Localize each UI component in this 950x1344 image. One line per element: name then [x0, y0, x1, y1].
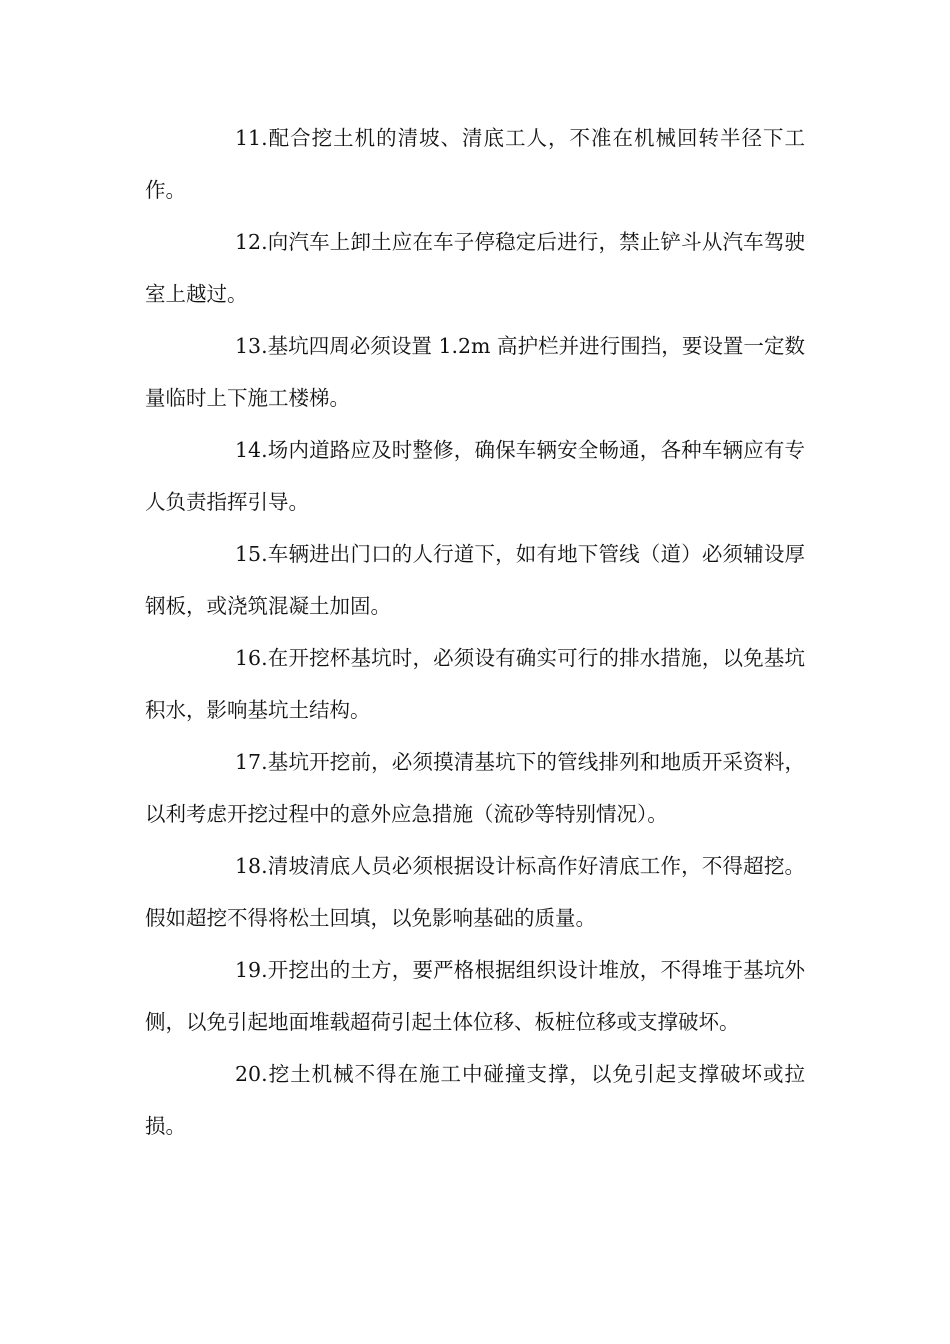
list-item-13: 13.基坑四周必须设置 1.2m 高护栏并进行围挡，要设置一定数量临时上下施工楼梯。: [145, 334, 805, 410]
list-item-16: 16.在开挖杯基坑时，必须设有确实可行的排水措施，以免基坑积水，影响基坑土结构。: [145, 646, 805, 722]
list-item-19: 19.开挖出的土方，要严格根据组织设计堆放，不得堆于基坑外侧，以免引起地面堆载超荷引起土体位移、板桩位移或支撑破坏。: [145, 958, 805, 1034]
list-item-18: 18.清坡清底人员必须根据设计标高作好清底工作，不得超挖。假如超挖不得将松土回填，以免影响基础的质量。: [145, 854, 805, 930]
list-item-12: 12.向汽车上卸土应在车子停稳定后进行，禁止铲斗从汽车驾驶室上越过。: [145, 230, 805, 306]
document-body: [145, 112, 805, 1152]
list-item-15: 15.车辆进出门口的人行道下，如有地下管线（道）必须辅设厚钢板，或浇筑混凝土加固。: [145, 542, 805, 618]
list-item-11: 11.配合挖土机的清坡、清底工人，不准在机械回转半径下工作。: [145, 126, 805, 202]
list-item-20: 20.挖土机械不得在施工中碰撞支撑，以免引起支撑破坏或拉损。: [145, 1062, 805, 1138]
list-item-14: 14.场内道路应及时整修，确保车辆安全畅通，各种车辆应有专人负责指挥引导。: [145, 438, 805, 514]
list-item-17: 17.基坑开挖前，必须摸清基坑下的管线排列和地质开采资料，以利考虑开挖过程中的意外应急措施（流砂等特别情况）。: [145, 750, 805, 826]
